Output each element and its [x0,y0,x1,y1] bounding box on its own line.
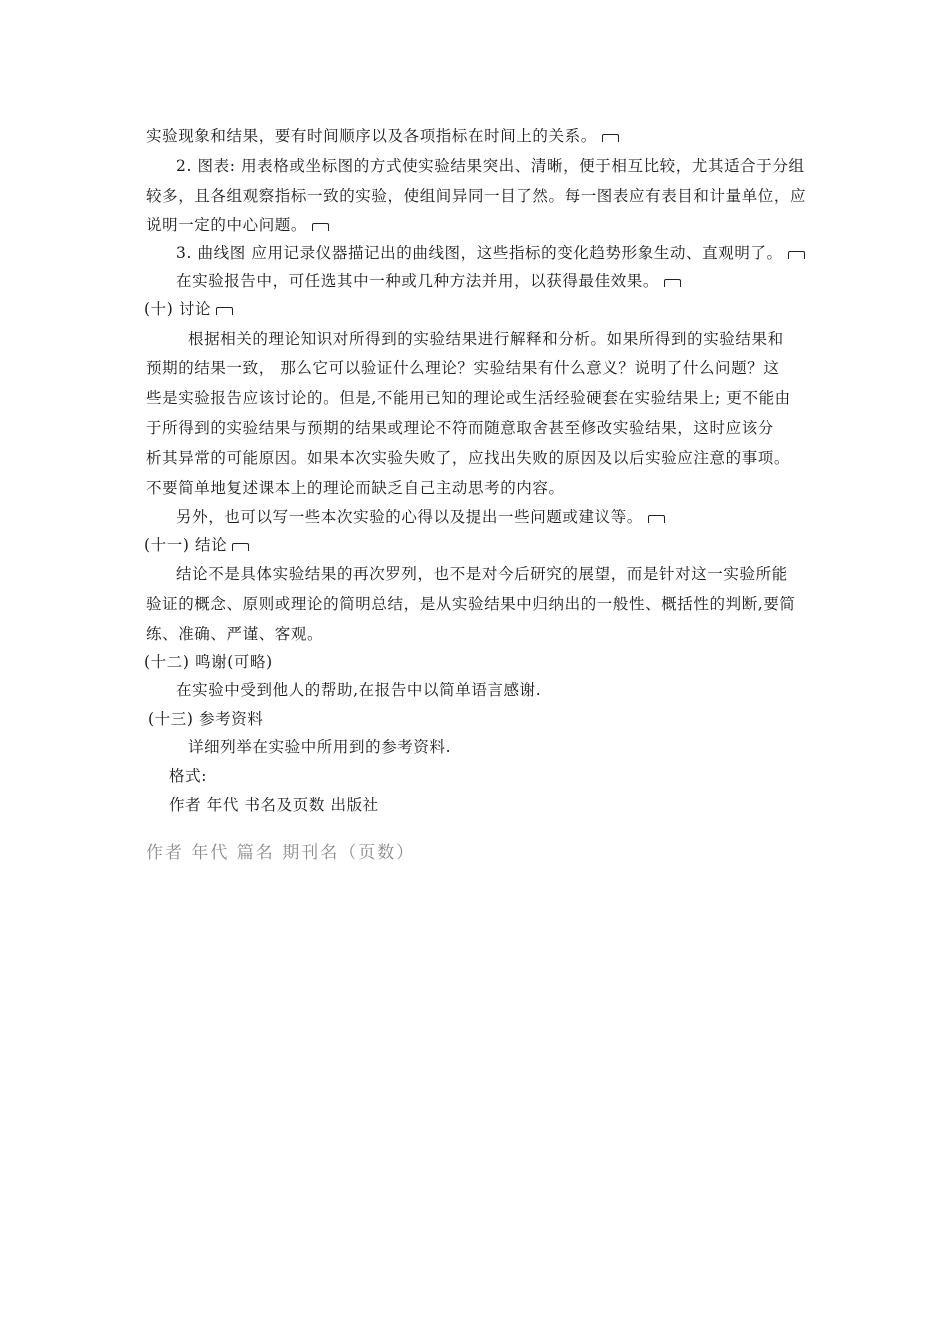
paragraph-mark-icon [664,279,681,287]
paragraph-line: 验证的概念、原则或理论的简明总结，是从实验结果中归纳出的一般性、概括性的判断,要简 [146,595,796,613]
paragraph-line: 3. 曲线图 应用记录仪器描记出的曲线图，这些指标的变化趋势形象生动、直观明了。 [176,243,805,263]
paragraph-line: 不要简单地复述课本上的理论而缺乏自己主动思考的内容。 [146,479,565,497]
paragraph-line: 格式: [169,767,208,785]
section-heading-discussion: (十) 讨论 [144,299,233,319]
paragraph-line: 另外，也可以写一些本次实验的心得以及提出一些问题或建议等。 [176,507,665,527]
reference-format-journal: 作者 年代 篇名 期刊名（页数） [146,843,416,863]
paragraph-mark-icon [232,543,249,551]
paragraph-mark-icon [788,251,805,259]
section-heading-acknowledgement: (十二) 鸣谢(可略) [144,653,273,671]
paragraph-line: 结论不是具体实验结果的再次罗列，也不是对今后研究的展望，而是针对这一实验所能 [176,565,788,583]
paragraph-mark-icon [216,307,233,315]
section-heading-conclusion: (十一) 结论 [144,535,249,555]
reference-format-book: 作者 年代 书名及页数 出版社 [169,796,379,814]
paragraph-line: 练、准确、严谨、客观。 [146,625,324,643]
paragraph-line: 2. 图表: 用表格或坐标图的方式使实验结果突出、清晰，便于相互比较，尤其适合于分组 [176,157,805,175]
section-heading-references: (十三) 参考资料 [148,710,264,728]
paragraph-line: 在实验中受到他人的帮助,在报告中以简单语言感谢. [176,681,542,699]
paragraph-line: 些是实验报告应该讨论的。但是,不能用已知的理论或生活经验硬套在实验结果上; 更不能由 [146,389,791,407]
paragraph-line: 详细列举在实验中所用到的参考资料. [188,738,452,756]
paragraph-line: 说明一定的中心问题。 [146,215,329,235]
paragraph-line: 较多，且各组观察指标一致的实验，使组间异同一目了然。每一图表应有表目和计量单位，应 [146,187,807,205]
paragraph-mark-icon [312,223,329,231]
paragraph-line: 实验现象和结果，要有时间顺序以及各项指标在时间上的关系。 [146,126,619,146]
paragraph-mark-icon [648,515,665,523]
paragraph-line: 在实验报告中，可任选其中一种或几种方法并用，以获得最佳效果。 [176,271,681,291]
paragraph-line: 析其异常的可能原因。如果本次实验失败了，应找出失败的原因及以后实验应注意的事项。 [146,449,791,467]
paragraph-line: 预期的结果一致， 那么它可以验证什么理论？实验结果有什么意义？说明了什么问题？这 [146,359,780,377]
paragraph-mark-icon [602,134,619,142]
paragraph-line: 于所得到的实验结果与预期的结果或理论不符而随意取舍甚至修改实验结果，这时应该分 [146,419,774,437]
paragraph-line: 根据相关的理论知识对所得到的实验结果进行解释和分析。如果所得到的实验结果和 [188,330,784,348]
